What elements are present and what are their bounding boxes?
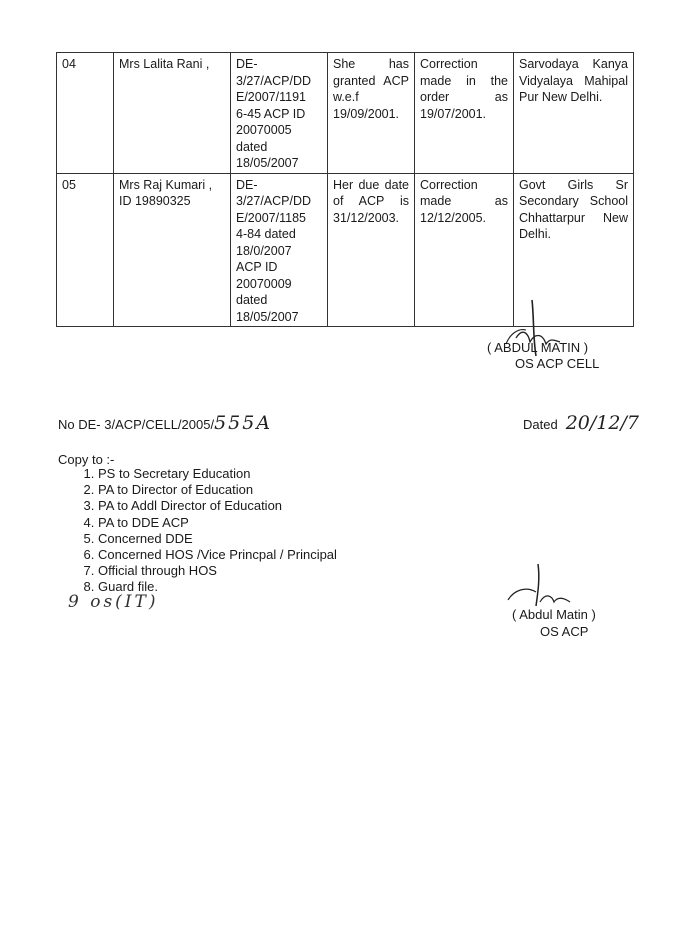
list-item: 8. Guard file. (98, 579, 337, 595)
signatory-name: ( Abdul Matin ) (512, 607, 596, 622)
acp-correction-table (56, 52, 634, 327)
list-item: 5. Concerned DDE (98, 531, 337, 547)
list-item: 3. PA to Addl Director of Education (98, 498, 337, 514)
list-item: 6. Concerned HOS /Vice Princpal / Principal (98, 547, 337, 563)
copy-to-heading: Copy to :- (58, 452, 115, 467)
sno-cell: 04 (57, 53, 114, 174)
dated-handwritten: 20/12/7 (565, 412, 639, 434)
remark-cell: Her due date of ACP is 31/12/2003. (328, 173, 415, 327)
reference-number-handwritten: 555A (214, 412, 273, 434)
signature-block-top (487, 300, 627, 372)
name-cell: Mrs Lalita Rani , (114, 53, 231, 174)
remark-cell: She has granted ACP w.e.f 19/09/2001. (328, 53, 415, 174)
signatory-designation: OS ACP CELL (515, 356, 600, 371)
copy-to-list (58, 466, 337, 596)
school-cell: Sarvodaya Kanya Vidyalaya Mahipal Pur New Delhi. (514, 53, 634, 174)
dated-line (523, 412, 639, 434)
list-item: 1. PS to Secretary Education (98, 466, 337, 482)
sno-cell: 05 (57, 173, 114, 327)
name-cell: Mrs Raj Kumari , ID 19890325 (114, 173, 231, 327)
signatory-designation: OS ACP (540, 624, 589, 639)
order-cell: DE- 3/27/ACP/DD E/2007/1185 4-84 dated 18/0/2007 ACP ID 20070009 dated 18/05/2007 (231, 173, 328, 327)
list-item: 7. Official through HOS (98, 563, 337, 579)
reference-number (58, 412, 272, 434)
reference-number-printed: No DE- 3/ACP/CELL/2005/ (58, 417, 215, 432)
signature-block-bottom (498, 560, 638, 640)
signatory-name: ( ABDUL MATIN ) (487, 340, 589, 355)
school-cell: Govt Girls Sr Secondary School Chhattarpur New Delhi. (514, 173, 634, 327)
correction-cell: Correction made as 12/12/2005. (415, 173, 514, 327)
list-item: 2. PA to Director of Education (98, 482, 337, 498)
list-item: 4. PA to DDE ACP (98, 515, 337, 531)
order-cell: DE- 3/27/ACP/DD E/2007/1191 6-45 ACP ID 20070005 dated 18/05/2007 (231, 53, 328, 174)
handwritten-note: 9 os(IT) (68, 592, 159, 612)
table-row (57, 53, 634, 174)
dated-label: Dated (523, 417, 558, 432)
correction-cell: Correction made in the order as 19/07/2001. (415, 53, 514, 174)
